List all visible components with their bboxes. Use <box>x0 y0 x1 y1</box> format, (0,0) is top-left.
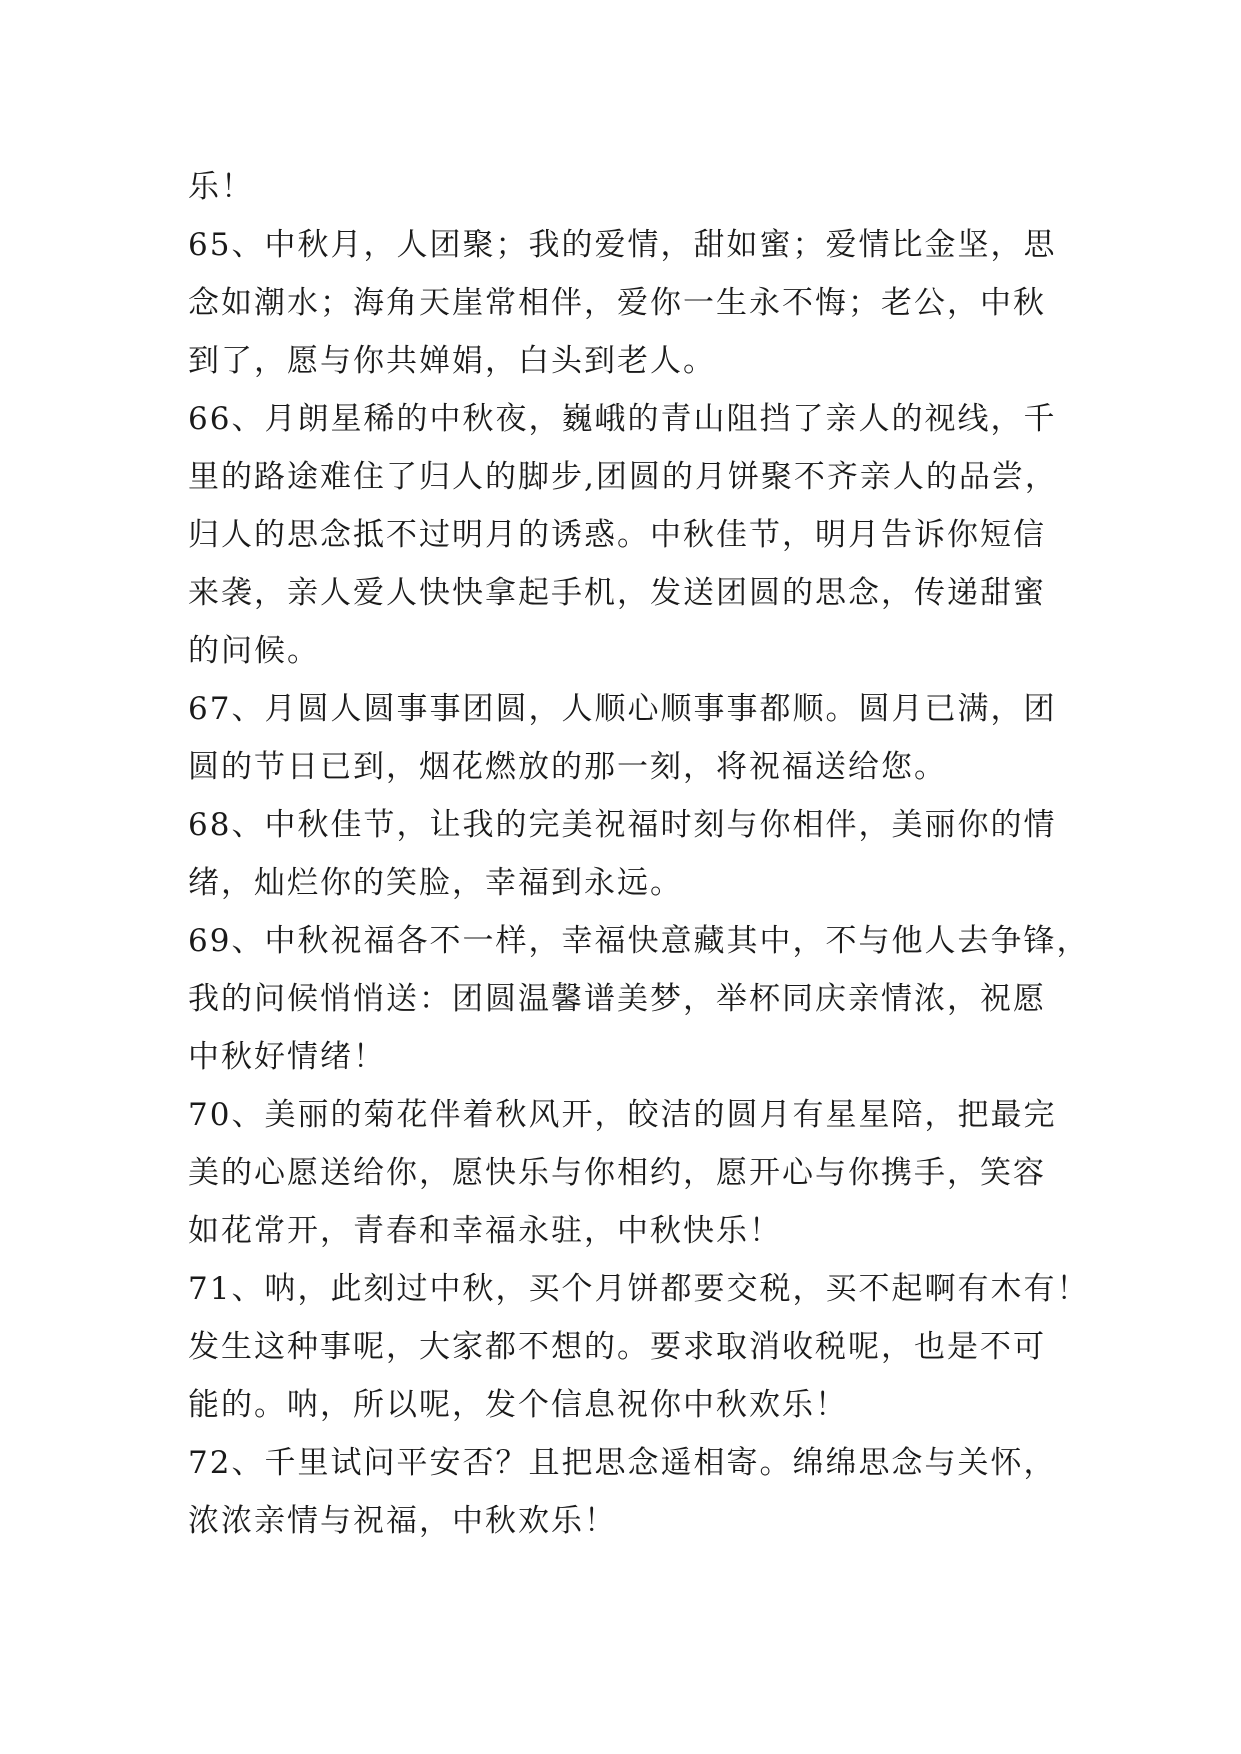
text-line: 中秋好情绪！ <box>188 1039 386 1075</box>
text-line: 我的问候悄悄送：团圆温馨谱美梦，举杯同庆亲情浓，祝愿 <box>188 981 1046 1017</box>
text-line: 72、千里试问平安否？且把思念遥相寄。绵绵思念与关怀， <box>188 1445 1057 1481</box>
text-line: 66、月朗星稀的中秋夜，巍峨的青山阻挡了亲人的视线，千 <box>188 401 1057 437</box>
text-line: 的问候。 <box>188 633 320 669</box>
text-line: 如花常开，青春和幸福永驻，中秋快乐！ <box>188 1213 782 1249</box>
text-line: 念如潮水；海角天崖常相伴，爱你一生永不悔；老公，中秋 <box>188 285 1046 321</box>
text-line: 浓浓亲情与祝福，中秋欢乐！ <box>188 1503 617 1539</box>
text-line: 70、美丽的菊花伴着秋风开，皎洁的圆月有星星陪，把最完 <box>188 1097 1057 1133</box>
text-line: 67、月圆人圆事事团圆，人顺心顺事事都顺。圆月已满，团 <box>188 691 1057 727</box>
text-line: 69、中秋祝福各不一样，幸福快意藏其中，不与他人去争锋， <box>188 923 1090 959</box>
text-line: 65、中秋月，人团聚；我的爱情，甜如蜜；爱情比金坚，思 <box>188 227 1057 263</box>
text-line: 圆的节日已到，烟花燃放的那一刻，将祝福送给您。 <box>188 749 947 785</box>
text-line: 来袭，亲人爱人快快拿起手机，发送团圆的思念，传递甜蜜 <box>188 575 1046 611</box>
text-line: 68、中秋佳节，让我的完美祝福时刻与你相伴，美丽你的情 <box>188 807 1057 843</box>
text-line: 美的心愿送给你，愿快乐与你相约，愿开心与你携手，笑容 <box>188 1155 1046 1191</box>
text-line: 71、呐，此刻过中秋，买个月饼都要交税，买不起啊有木有！ <box>188 1271 1090 1307</box>
text-line: 发生这种事呢，大家都不想的。要求取消收税呢，也是不可 <box>188 1329 1046 1365</box>
text-line: 归人的思念抵不过明月的诱惑。中秋佳节，明月告诉你短信 <box>188 517 1046 553</box>
text-line: 乐！ <box>188 169 254 205</box>
text-line: 到了，愿与你共婵娟，白头到老人。 <box>188 343 716 379</box>
text-line: 里的路途难住了归人的脚步,团圆的月饼聚不齐亲人的品尝， <box>188 459 1058 495</box>
text-line: 绪，灿烂你的笑脸，幸福到永远。 <box>188 865 683 901</box>
text-line: 能的。呐，所以呢，发个信息祝你中秋欢乐！ <box>188 1387 848 1423</box>
document-body <box>188 158 1090 1550</box>
